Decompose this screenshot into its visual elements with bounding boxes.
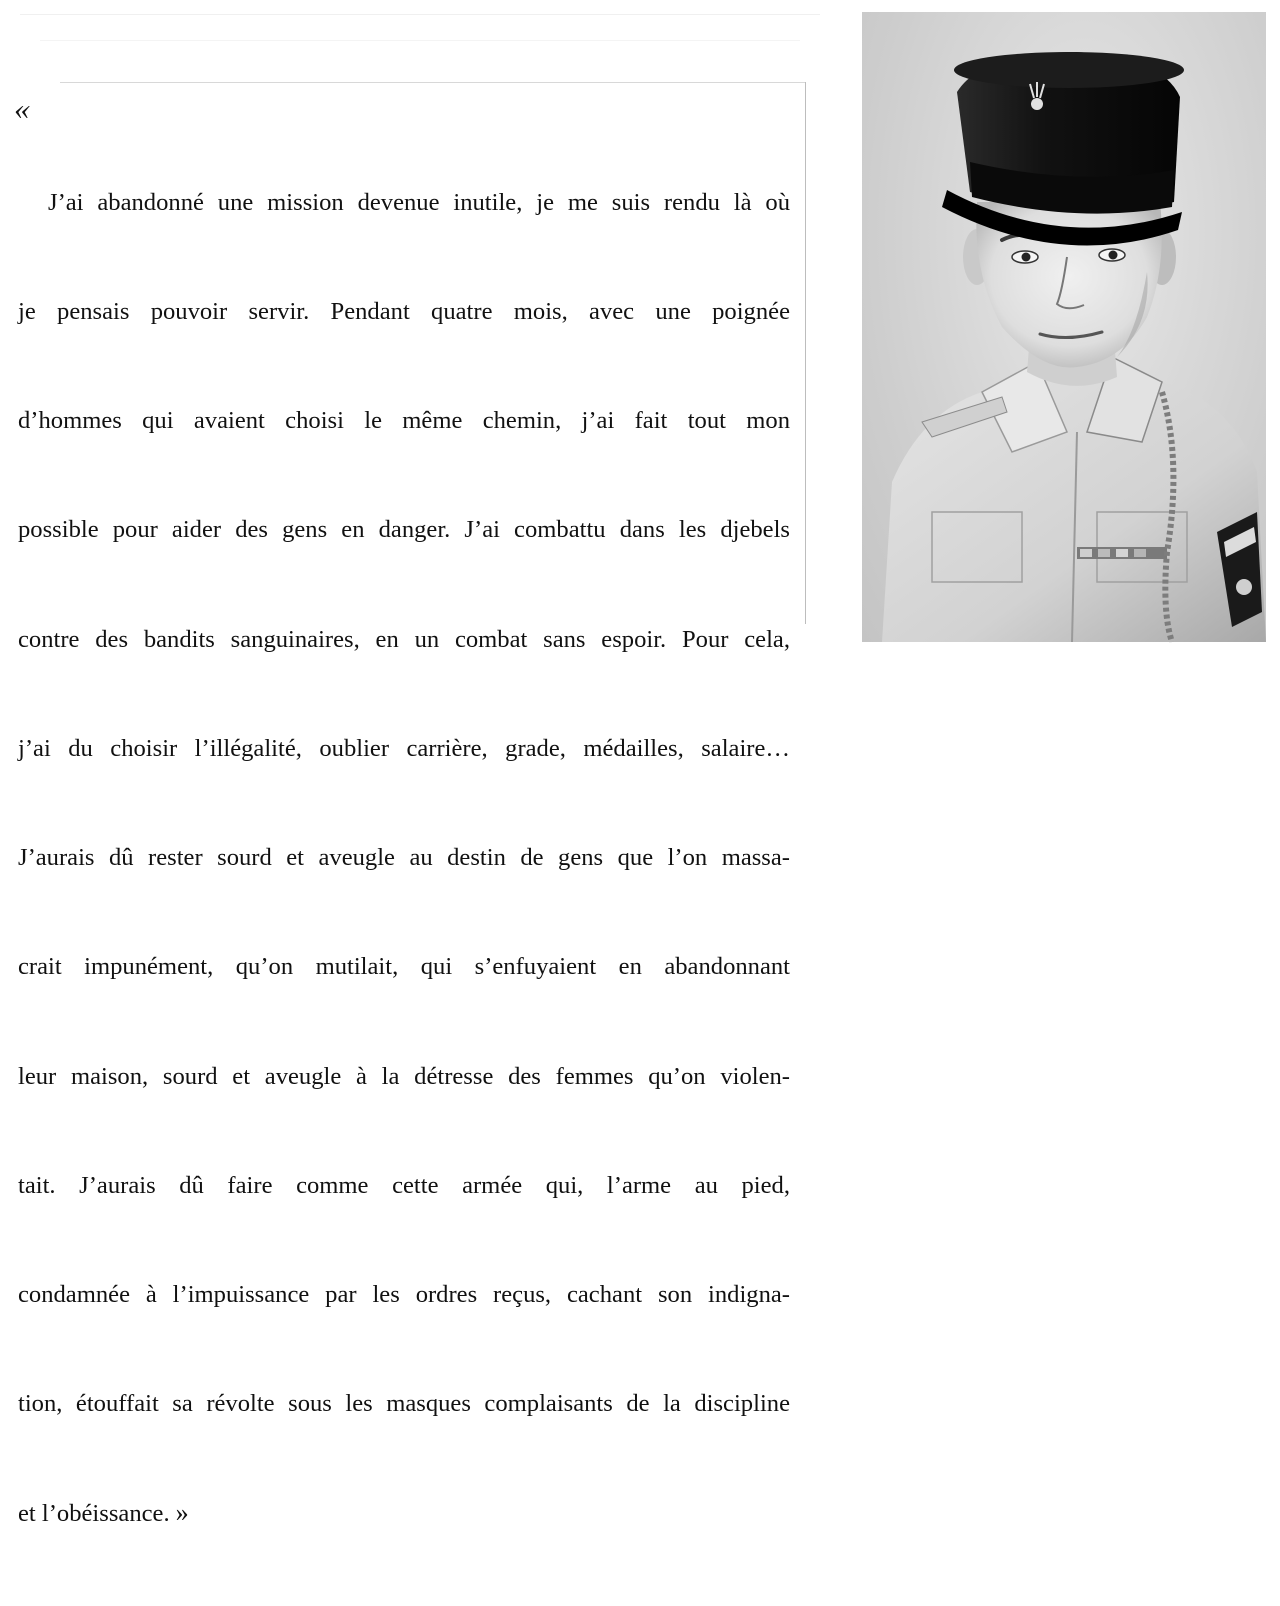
quote-block: [0, 82, 806, 1528]
quote-line: j’ai du choisir l’illégalité, oublier carrière, grade, médailles, salaire…: [18, 734, 790, 762]
quote-line: crait impunément, qu’on mutilait, qui s’enfuyaient en abandonnant: [18, 953, 790, 981]
quote-right-rule: [805, 82, 806, 624]
quote-line: tion, étouffait sa révolte sous les masques complaisants de la discipline: [18, 1390, 790, 1418]
quote-line: J’ai abandonné une mission devenue inutile, je me suis rendu là où: [48, 188, 790, 216]
quote-top-rule: [60, 82, 806, 83]
soldier-portrait-photo: [862, 12, 1266, 642]
quote-line: leur maison, sourd et aveugle à la détresse des femmes qu’on violen-: [18, 1062, 790, 1090]
quote-line: J’aurais dû rester sourd et aveugle au destin de gens que l’on massa-: [18, 844, 790, 872]
quote-text: [18, 112, 790, 1606]
quote-line: tait. J’aurais dû faire comme cette armée qui, l’arme au pied,: [18, 1171, 790, 1199]
portrait-illustration: [862, 12, 1266, 642]
scan-artifact: [40, 40, 800, 41]
quote-line: d’hommes qui avaient choisi le même chemin, j’ai fait tout mon: [18, 407, 790, 435]
quote-line: condamnée à l’impuissance par les ordres reçus, cachant son indigna-: [18, 1281, 790, 1308]
quote-last-line: [18, 1495, 790, 1532]
close-quote-mark: »: [175, 1498, 189, 1528]
shirt: [882, 372, 1266, 642]
quote-line: contre des bandits sanguinaires, en un combat sans espoir. Pour cela,: [18, 625, 790, 653]
quote-line: je pensais pouvoir servir. Pendant quatre mois, avec une poignée: [18, 298, 790, 326]
quote-line: et l’obéissance.: [18, 1500, 170, 1528]
open-quote-mark: «: [14, 90, 30, 126]
quote-line: possible pour aider des gens en danger. J’ai combattu dans les djebels: [18, 516, 790, 544]
scan-artifact: [20, 14, 820, 15]
